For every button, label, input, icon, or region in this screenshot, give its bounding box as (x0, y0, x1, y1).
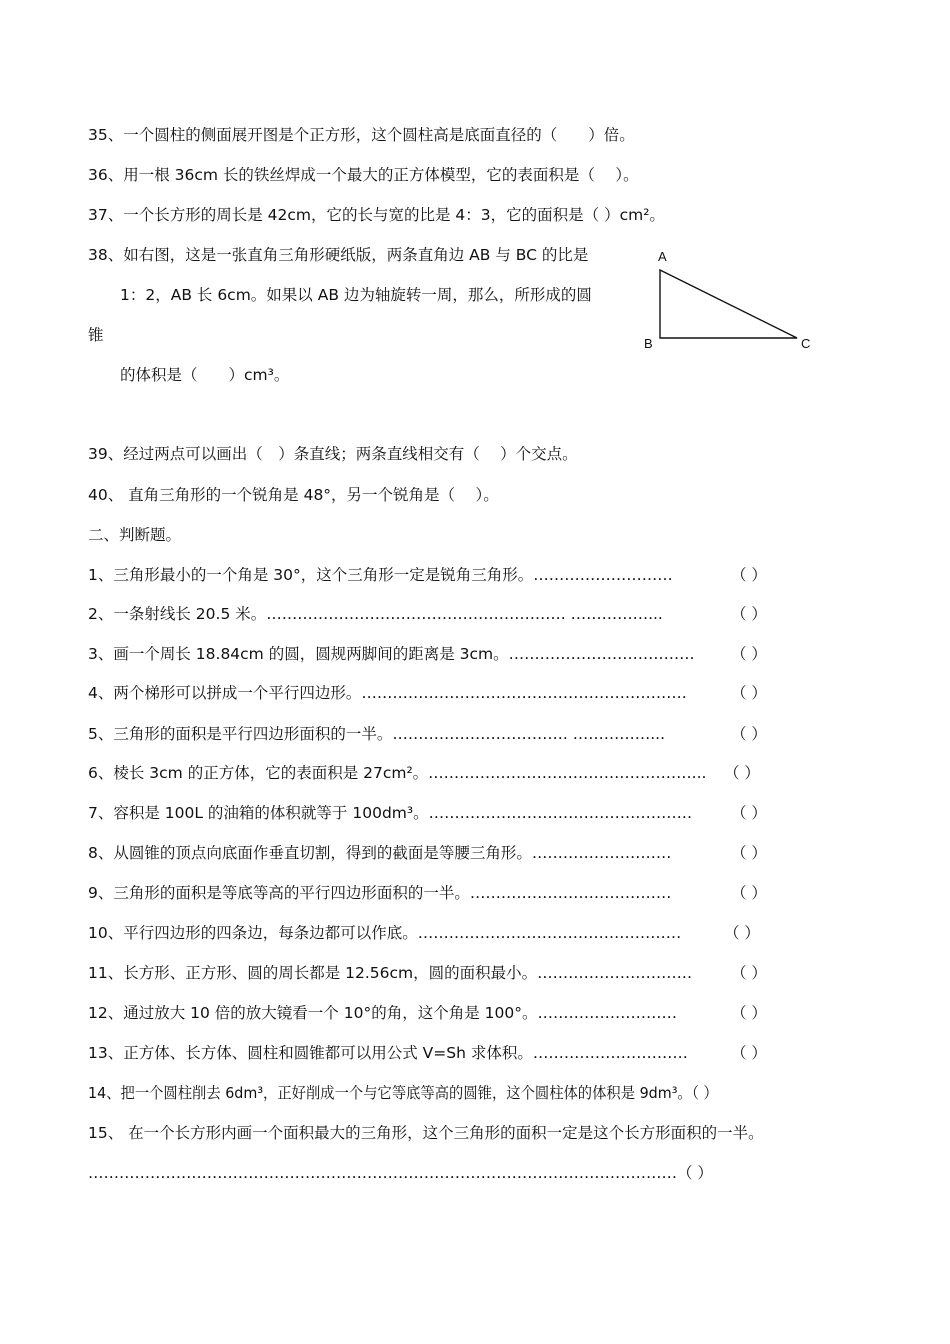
judge-item-13: 13、正方体、长方体、圆柱和圆锥都可以用公式 V=Sh 求体积。………………………… （ ） (88, 1044, 767, 1062)
answer-bracket: （ ） (724, 764, 760, 782)
judge-item-3: 3、画一个周长 18.84cm 的圆，圆规两脚间的距离是 3cm。……………………………… （ ） (88, 645, 767, 663)
judge-item-5: 5、三角形的面积是平行四边形面积的一半。……………………………. ……………... （ ） (88, 725, 767, 743)
judge-item-10: 10、平行四边形的四条边，每条边都可以作底。…………………………………………… （ ） (88, 924, 760, 942)
line-q38-1: 38、如右图，这是一张直角三角形硬纸版，两条直角边 AB 与 BC 的比是 (88, 246, 589, 264)
answer-bracket: （ ） (731, 684, 767, 702)
right-triangle-figure (640, 246, 820, 356)
answer-bracket: （ ） (731, 884, 767, 902)
line-q40: 40、 直角三角形的一个锐角是 48°，另一个锐角是（ ）。 (88, 486, 499, 504)
judge-item-8: 8、从圆锥的顶点向底面作垂直切割，得到的截面是等腰三角形。……………………… （ ） (88, 844, 767, 862)
answer-bracket: （ ） (731, 725, 767, 743)
line-q38-2: 1：2，AB 长 6cm。如果以 AB 边为轴旋转一周，那么，所形成的圆 (120, 286, 592, 304)
line-q35: 35、一个圆柱的侧面展开图是个正方形，这个圆柱高是底面直径的（ ）倍。 (88, 126, 635, 144)
answer-bracket: （ ） (731, 605, 767, 623)
line-q38-3: 锥 (88, 326, 104, 344)
label-c: C (801, 336, 811, 351)
judge-item-11: 11、长方形、正方形、圆的周长都是 12.56cm，圆的面积最小。………………………… （ ） (88, 964, 767, 982)
judge-item-12: 12、通过放大 10 倍的放大镜看一个 10°的角，这个角是 100°。……………………… （ ） (88, 1004, 767, 1022)
answer-bracket: （ ） (731, 1044, 767, 1062)
line-q38-4: 的体积是（ ）cm³。 (120, 366, 290, 384)
label-a: A (658, 249, 667, 264)
line-q36: 36、用一根 36cm 长的铁丝焊成一个最大的正方体模型，它的表面积是（ ）。 (88, 166, 639, 184)
answer-bracket: （ ） (724, 924, 760, 942)
answer-bracket: （ ） (731, 844, 767, 862)
judge-item-6: 6、棱长 3cm 的正方体，它的表面积是 27cm²。……………………………………………... （ ） (88, 764, 760, 782)
judge-item-7: 7、容积是 100L 的油箱的体积就等于 100dm³。…………………………………………… （ ） (88, 804, 767, 822)
judge-item-1: 1、三角形最小的一个角是 30°，这个三角形一定是锐角三角形。……………………… （ ） (88, 566, 767, 584)
answer-bracket: （ ） (731, 804, 767, 822)
answer-bracket: （ ） (731, 645, 767, 663)
answer-bracket: （ ） (731, 566, 767, 584)
judge-item-15-line1: 15、 在一个长方形内画一个面积最大的三角形，这个三角形的面积一定是这个长方形面积的一半。 (88, 1124, 764, 1142)
judge-item-14: 14、把一个圆柱削去 6dm³，正好削成一个与它等底等高的圆锥，这个圆柱体的体积是 9dm³。（ ） (88, 1084, 718, 1102)
judge-item-9: 9、三角形的面积是等底等高的平行四边形面积的一半。………………………………… （ ） (88, 884, 767, 902)
section-title: 二、判断题。 (88, 526, 182, 544)
judge-item-4: 4、两个梯形可以拼成一个平行四边形。……………………………………………………… （ ） (88, 684, 767, 702)
judge-item-2: 2、一条射线长 20.5 米。…………………………………………………. ……………... （ ） (88, 605, 767, 623)
label-b: B (644, 336, 653, 351)
answer-bracket: （ ） (731, 964, 767, 982)
triangle-shape (660, 270, 797, 338)
line-q39: 39、经过两点可以画出（ ）条直线；两条直线相交有（ ）个交点。 (88, 445, 578, 463)
line-q37: 37、一个长方形的周长是 42cm，它的长与宽的比是 4：3，它的面积是（ ）cm²。 (88, 206, 665, 224)
answer-bracket: （ ） (731, 1004, 767, 1022)
judge-item-15-line2: ……………………………………………………………………………………………………（ ） (88, 1164, 713, 1182)
